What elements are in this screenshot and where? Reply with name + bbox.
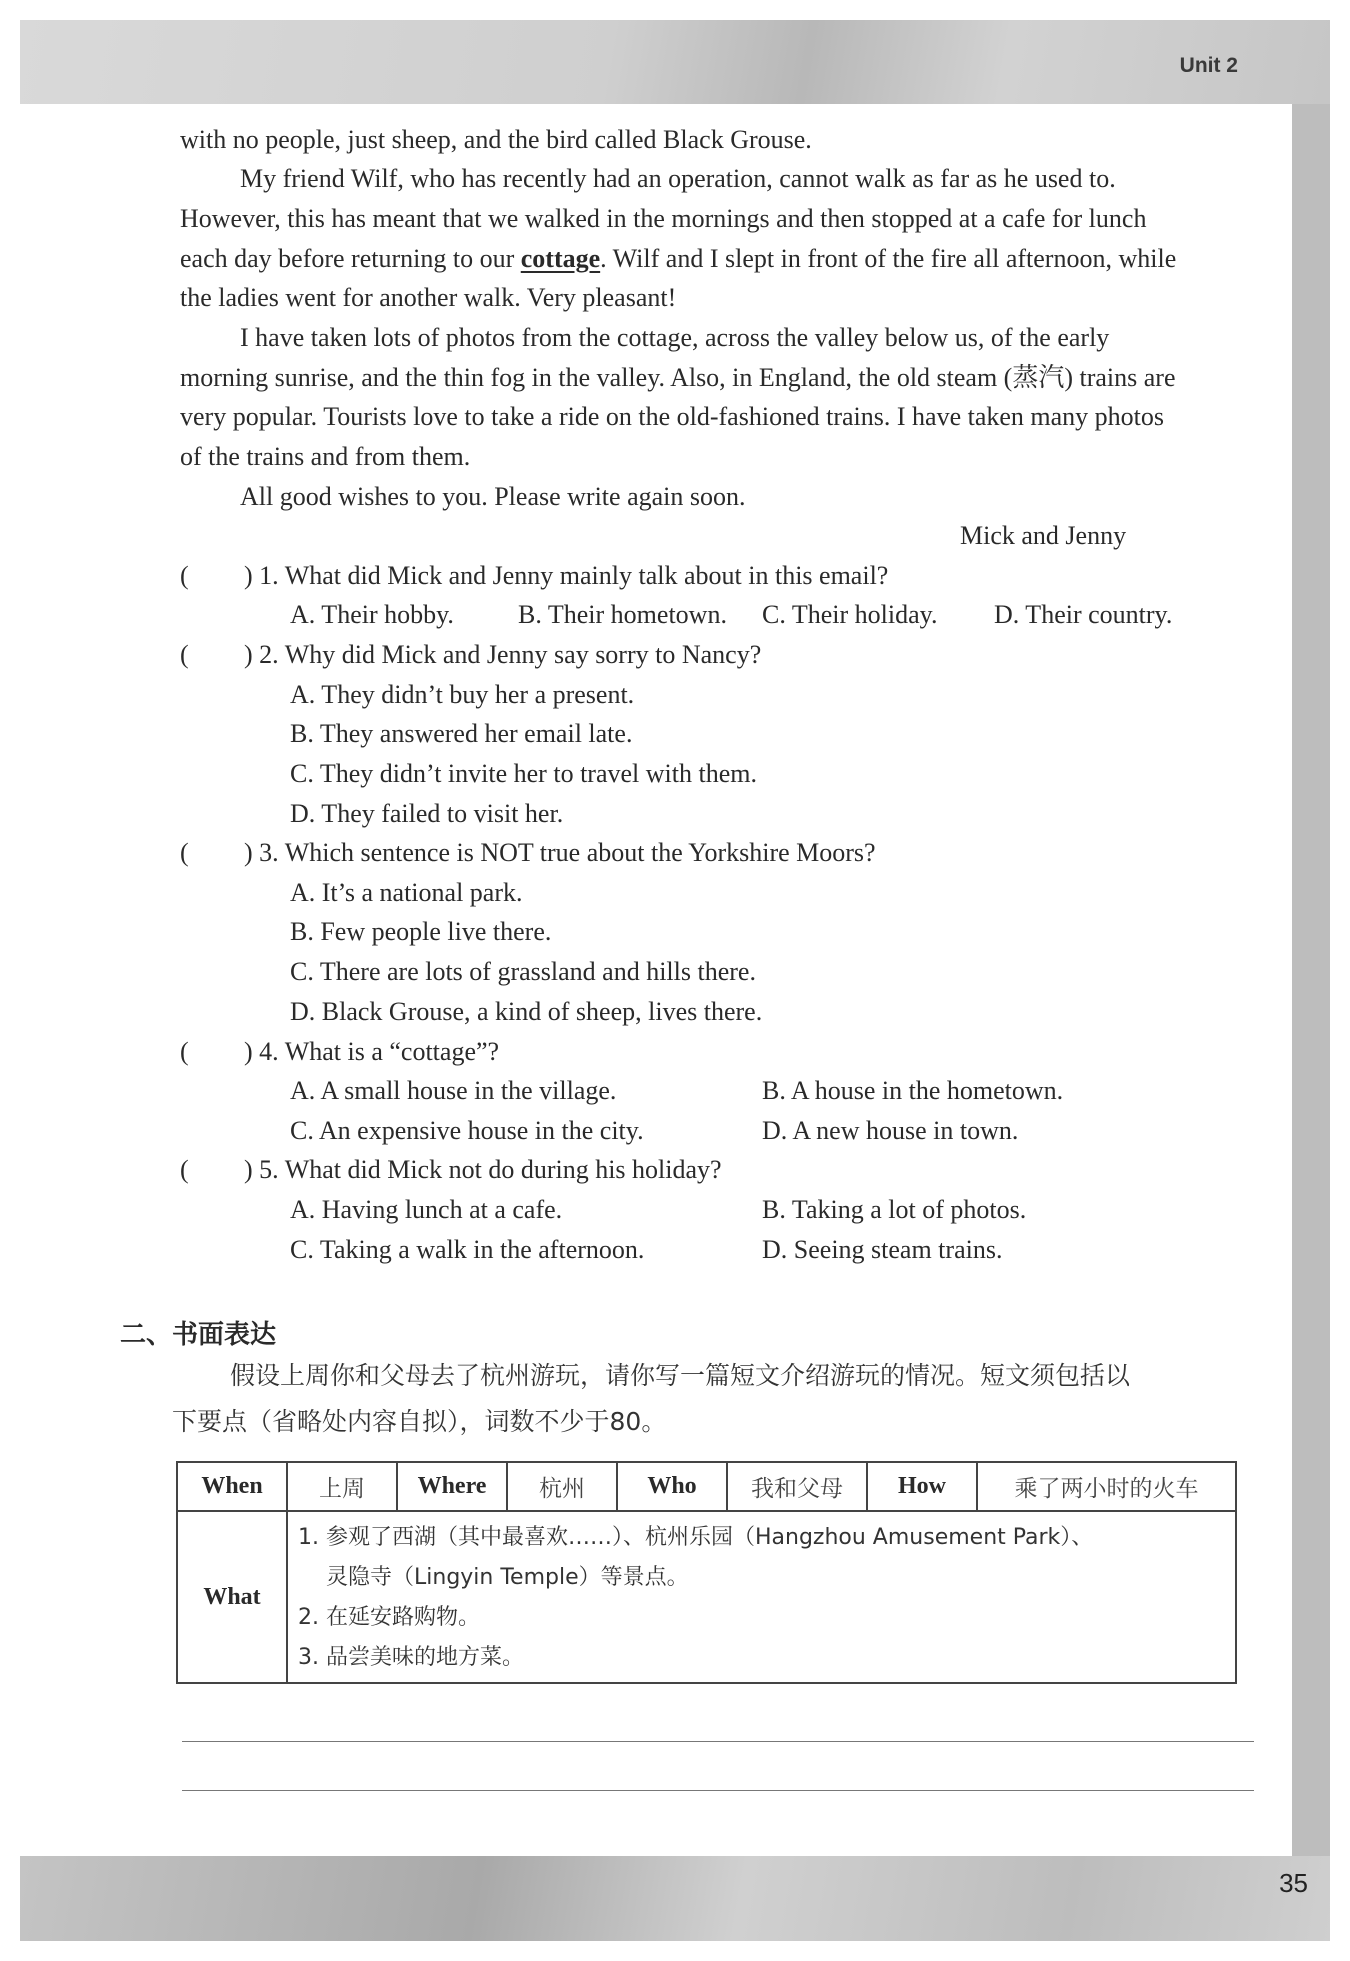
- option[interactable]: B. They answered her email late.: [290, 719, 633, 748]
- passage-line: the ladies went for another walk. Very pleasant!: [180, 283, 677, 312]
- answer-line[interactable]: [182, 1741, 1254, 1742]
- option[interactable]: D. A new house in town.: [762, 1116, 1019, 1145]
- answer-blank[interactable]: (: [180, 640, 189, 669]
- how-value: 乘了两小时的火车: [977, 1462, 1236, 1511]
- how-label: How: [867, 1462, 977, 1511]
- option[interactable]: D. They failed to visit her.: [290, 799, 564, 828]
- option[interactable]: B. Their hometown.: [518, 600, 727, 629]
- option[interactable]: C. Their holiday.: [762, 600, 938, 629]
- passage-line: All good wishes to you. Please write again soon.: [240, 482, 746, 511]
- passage-text: . Wilf and I slept in front of the fire all afternoon, while: [600, 244, 1177, 273]
- passage-line: I have taken lots of photos from the cottage, across the valley below us, of the early: [240, 323, 1110, 352]
- unit-label: Unit 2: [1179, 54, 1238, 77]
- who-value: 我和父母: [727, 1462, 867, 1511]
- question-stem: ) 3. Which sentence is NOT true about the Yorkshire Moors?: [244, 838, 876, 867]
- option[interactable]: D. Black Grouse, a kind of sheep, lives there.: [290, 997, 763, 1026]
- option[interactable]: A. They didn’t buy her a present.: [290, 680, 635, 709]
- option[interactable]: D. Their country.: [994, 600, 1173, 629]
- passage-line: very popular. Tourists love to take a ride on the old-fashioned trains. I have taken many photos: [180, 402, 1165, 431]
- footer-band: [20, 1856, 1330, 1941]
- option[interactable]: B. A house in the hometown.: [762, 1076, 1064, 1105]
- option[interactable]: B. Taking a lot of photos.: [762, 1195, 1027, 1224]
- signature: Mick and Jenny: [960, 521, 1127, 550]
- option[interactable]: C. Taking a walk in the afternoon.: [290, 1235, 645, 1264]
- what-label: What: [177, 1511, 287, 1683]
- passage-line: [180, 243, 1176, 275]
- option[interactable]: C. An expensive house in the city.: [290, 1116, 644, 1145]
- question-stem: ) 5. What did Mick not do during his holiday?: [244, 1155, 722, 1184]
- option[interactable]: A. Their hobby.: [290, 600, 454, 629]
- answer-blank[interactable]: (: [180, 561, 189, 590]
- header-band: [20, 20, 1330, 104]
- writing-points-table: [176, 1461, 1237, 1684]
- where-label: Where: [397, 1462, 507, 1511]
- option[interactable]: D. Seeing steam trains.: [762, 1235, 1003, 1264]
- where-value: 杭州: [507, 1462, 617, 1511]
- instruction-line: 下要点（省略处内容自拟），词数不少于80。: [172, 1407, 667, 1436]
- page-number: 35: [1279, 1868, 1308, 1898]
- question-stem: ) 4. What is a “cottage”?: [244, 1037, 500, 1066]
- answer-blank[interactable]: (: [180, 1155, 189, 1184]
- when-label: When: [177, 1462, 287, 1511]
- answer-blank[interactable]: (: [180, 838, 189, 867]
- question-stem: ) 1. What did Mick and Jenny mainly talk about in this email?: [244, 561, 889, 590]
- option[interactable]: A. Having lunch at a cafe.: [290, 1195, 563, 1224]
- cottage-keyword: cottage: [520, 244, 601, 273]
- who-label: Who: [617, 1462, 727, 1511]
- passage-line: morning sunrise, and the thin fog in the valley. Also, in England, the old steam (蒸汽) trains are: [180, 363, 1176, 392]
- instruction-line: 假设上周你和父母去了杭州游玩，请你写一篇短文介绍游玩的情况。短文须包括以: [230, 1361, 1131, 1390]
- passage-line: My friend Wilf, who has recently had an operation, cannot walk as far as he used to.: [240, 164, 1116, 193]
- when-value: 上周: [287, 1462, 397, 1511]
- what-items: [287, 1511, 1236, 1683]
- option[interactable]: B. Few people live there.: [290, 917, 552, 946]
- what-item: 灵隐寺（Lingyin Temple）等景点。: [326, 1565, 689, 1590]
- answer-blank[interactable]: (: [180, 1037, 189, 1066]
- passage-line: of the trains and from them.: [180, 442, 471, 471]
- passage-text: each day before returning to our: [180, 244, 515, 273]
- option[interactable]: A. A small house in the village.: [290, 1076, 617, 1105]
- option[interactable]: C. There are lots of grassland and hills there.: [290, 957, 756, 986]
- question-stem: ) 2. Why did Mick and Jenny say sorry to Nancy?: [244, 640, 762, 669]
- what-item: 2. 在延安路购物。: [298, 1605, 480, 1630]
- answer-line[interactable]: [182, 1790, 1254, 1791]
- option[interactable]: C. They didn’t invite her to travel with them.: [290, 759, 757, 788]
- passage-line: However, this has meant that we walked in the mornings and then stopped at a cafe for lunch: [180, 204, 1147, 233]
- section-title: 二、书面表达: [120, 1320, 277, 1350]
- what-item: 1. 参观了西湖（其中最喜欢……）、杭州乐园（Hangzhou Amusement Park）、: [298, 1525, 1094, 1550]
- what-item: 3. 品尝美味的地方菜。: [298, 1645, 524, 1670]
- page-edge: [1292, 104, 1330, 1856]
- passage-line: with no people, just sheep, and the bird called Black Grouse.: [180, 125, 812, 154]
- option[interactable]: A. It’s a national park.: [290, 878, 523, 907]
